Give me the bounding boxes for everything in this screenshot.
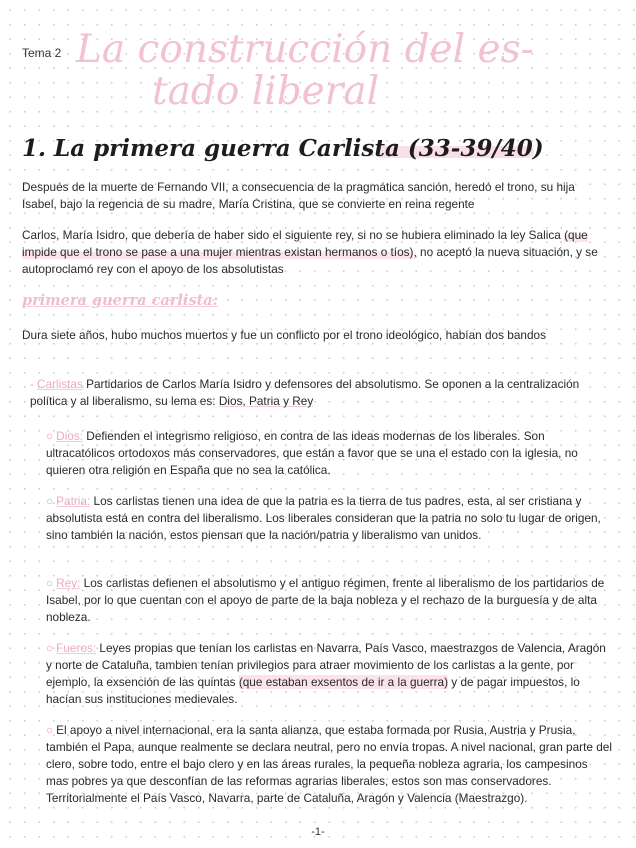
paragraph-1: Después de la muerte de Fernando VII, a consecuencia de la pragmática sanción, heredó el trono, su hija Isabel, bajo la regencia de su madre, María Cristina, que se convierte en reina regente [22,180,575,211]
circle-marker-icon: ○ [46,641,54,655]
keyword-rey: Rey: [56,576,81,590]
item-text: Defienden el integrismo religioso, en contra de las ideas modernas de los liberales. Son ultracatólicos ortodoxos más conservadores, que están a favor que se una el estado con la iglesia, no quieren otra religión en España que no sea la católica. [46,429,578,477]
paragraph-2-highlight: (que impide que el trono se pase a una mujer mientras existan hermanos o tíos) [22,228,588,259]
section-heading: 1. La primera guerra Carlista (33-39/40) [22,135,544,162]
page-title-line-2: tado liberal [152,69,380,114]
fueros-text-end: y de pagar impuestos, lo hacían sus instituciones medievales. [46,675,580,706]
fueros-highlight: (que estaban exsentos de ir a la guerra) [238,675,449,689]
paragraph-3: Dura siete años, hubo muchos muertos y fue un conflicto por el trono ideológico, habían dos bandos [22,328,546,342]
topic-label: Tema 2 [22,46,62,60]
circle-marker-icon: ○ [46,494,54,508]
paragraph-2 [22,227,612,278]
page-number: -1- [311,826,325,838]
item-text: El apoyo a nivel internacional, era la santa alianza, que estaba formada por Rusia, Austria y Prusia, también el Papa, aunque realmente se declara neutral, pero no envía tropas. A nivel nacional, gran parte del clero, sobre todo, entre el bajo clero y en las áreas rurales, la pequeña nobleza agraria, los campesinos mas pobres ya que desconfían de las reformas agrarias liberales, estos son mas conservadores. Territorialmente el País Vasco, Navarra, parte de Cataluña, Aragón y Valencia (Maestrazgo). [46,723,612,805]
keyword-patria: Patria: [56,494,91,508]
list-item-rey [46,575,612,626]
list-item-fueros [46,640,612,708]
carlistas-motto: Dios, Patria y Rey [218,394,314,408]
dash-marker: - [30,377,34,391]
circle-marker-icon: ○ [46,429,54,443]
list-item-carlistas [30,376,612,410]
list-item-patria [46,493,612,544]
circle-marker-icon: ○ [46,723,54,737]
subheading: primera guerra carlista: [22,292,219,309]
keyword-dios: Dios: [56,429,84,443]
list-item-dios [46,428,612,479]
item-text: Los carlistas tienen una idea de que la patria es la tierra de tus padres, esta, al ser cristiana y absolutista está en contra del liberalismo. Los liberales consideran que la patria no solo tu lugar de origen, sino también la nación, estos piensan que la nación/patria y liberalismo van unidos. [46,494,601,542]
fueros-text: Leyes propias que tenían los carlistas en Navarra, País Vasco, maestrazgos de Valencia, Aragón y norte de Cataluña, tambien tenían privilegios para atraer movimiento de los carlistas a la gente, por ejemplo, la exsención de las quintas [46,641,606,689]
carlistas-text: Partidarios de Carlos María Isidro y defensores del absolutismo. Se oponen a la centralización política y al liberalismo, su lema es: [30,377,580,408]
item-text: Los carlistas defienen el absolutismo y el antiguo régimen, frente al liberalismo de los partidarios de Isabel, por lo que cuentan con el apoyo de parte de la baja nobleza y el rechazo de la burguesía y de alta nobleza. [46,576,605,624]
keyword-carlistas: Carlistas [36,377,83,391]
list-item-international-support [46,722,612,807]
circle-marker-icon: ○ [46,576,54,590]
keyword-fueros: Fueros: [56,641,97,655]
paragraph-2-text-end: , no aceptó la nueva situación, y se autoproclamó rey con el apoyo de los absolutistas [22,245,598,276]
paragraph-2-text: Carlos, María Isidro, que debería de haber sido el siguiente rey, si no se hubiera eliminado la ley Salica [22,228,565,242]
page-title-line-1: La construcción del es- [76,27,534,72]
